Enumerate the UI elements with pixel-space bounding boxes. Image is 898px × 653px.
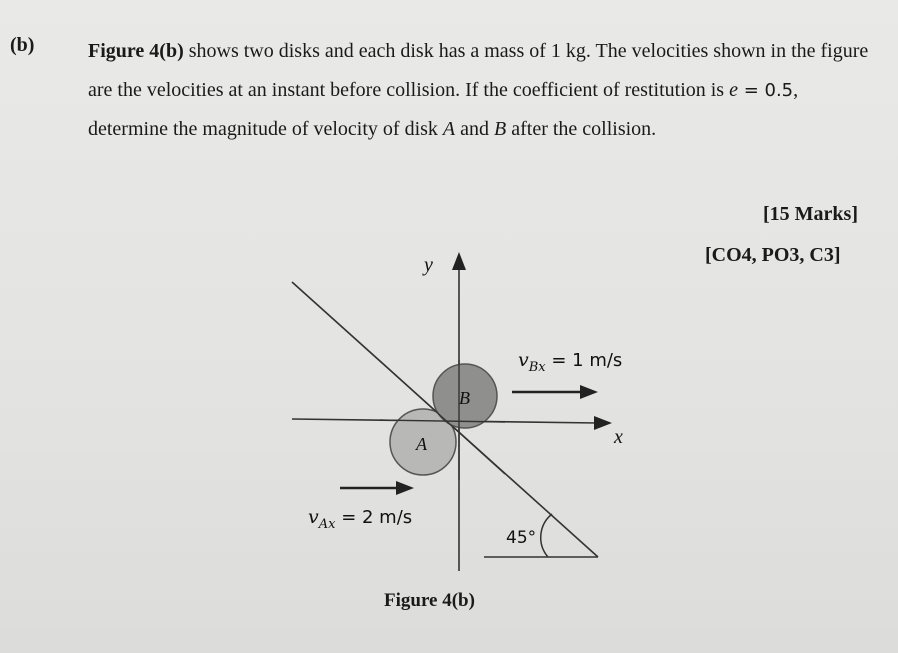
vax-label: $v_{Ax} = 2$ m/s [308,506,413,532]
vbx-label: $v_{Bx} = 1$ m/s [518,349,623,375]
y-axis-label: y [424,254,433,276]
part-label: (b) [10,34,35,56]
y-axis-arrowhead [452,252,466,270]
disk-b-ref: B [494,118,507,140]
angle-arc [541,514,552,557]
x-axis-arrowhead [594,416,612,430]
problem-text-2: , determine the magnitude of velocity of disk [88,79,799,140]
angle-label: 45° [506,528,537,548]
problem-text-3: and [455,118,495,140]
x-axis-label: x [614,426,623,448]
e-symbol: e [729,79,738,101]
disk-a-ref: A [442,118,456,140]
vax-arrowhead [396,481,414,495]
disk-a-label: A [416,434,427,454]
problem-text-4: after the collision. [506,118,657,140]
course-outcomes-label: [CO4, PO3, C3] [705,244,841,266]
marks-label: [15 Marks] [763,203,858,225]
e-value: = 0.5 [737,80,794,101]
vbx-arrowhead [580,385,598,399]
problem-text-1: shows two disks and each disk has a mass of 1 kg. The velocities shown in the figure are the velocities at an instant before collision. If the coefficient of restitution is [88,40,869,101]
disk-b-label: B [459,388,470,408]
figure-reference: Figure 4(b) [88,40,184,62]
figure-caption: Figure 4(b) [384,590,475,611]
